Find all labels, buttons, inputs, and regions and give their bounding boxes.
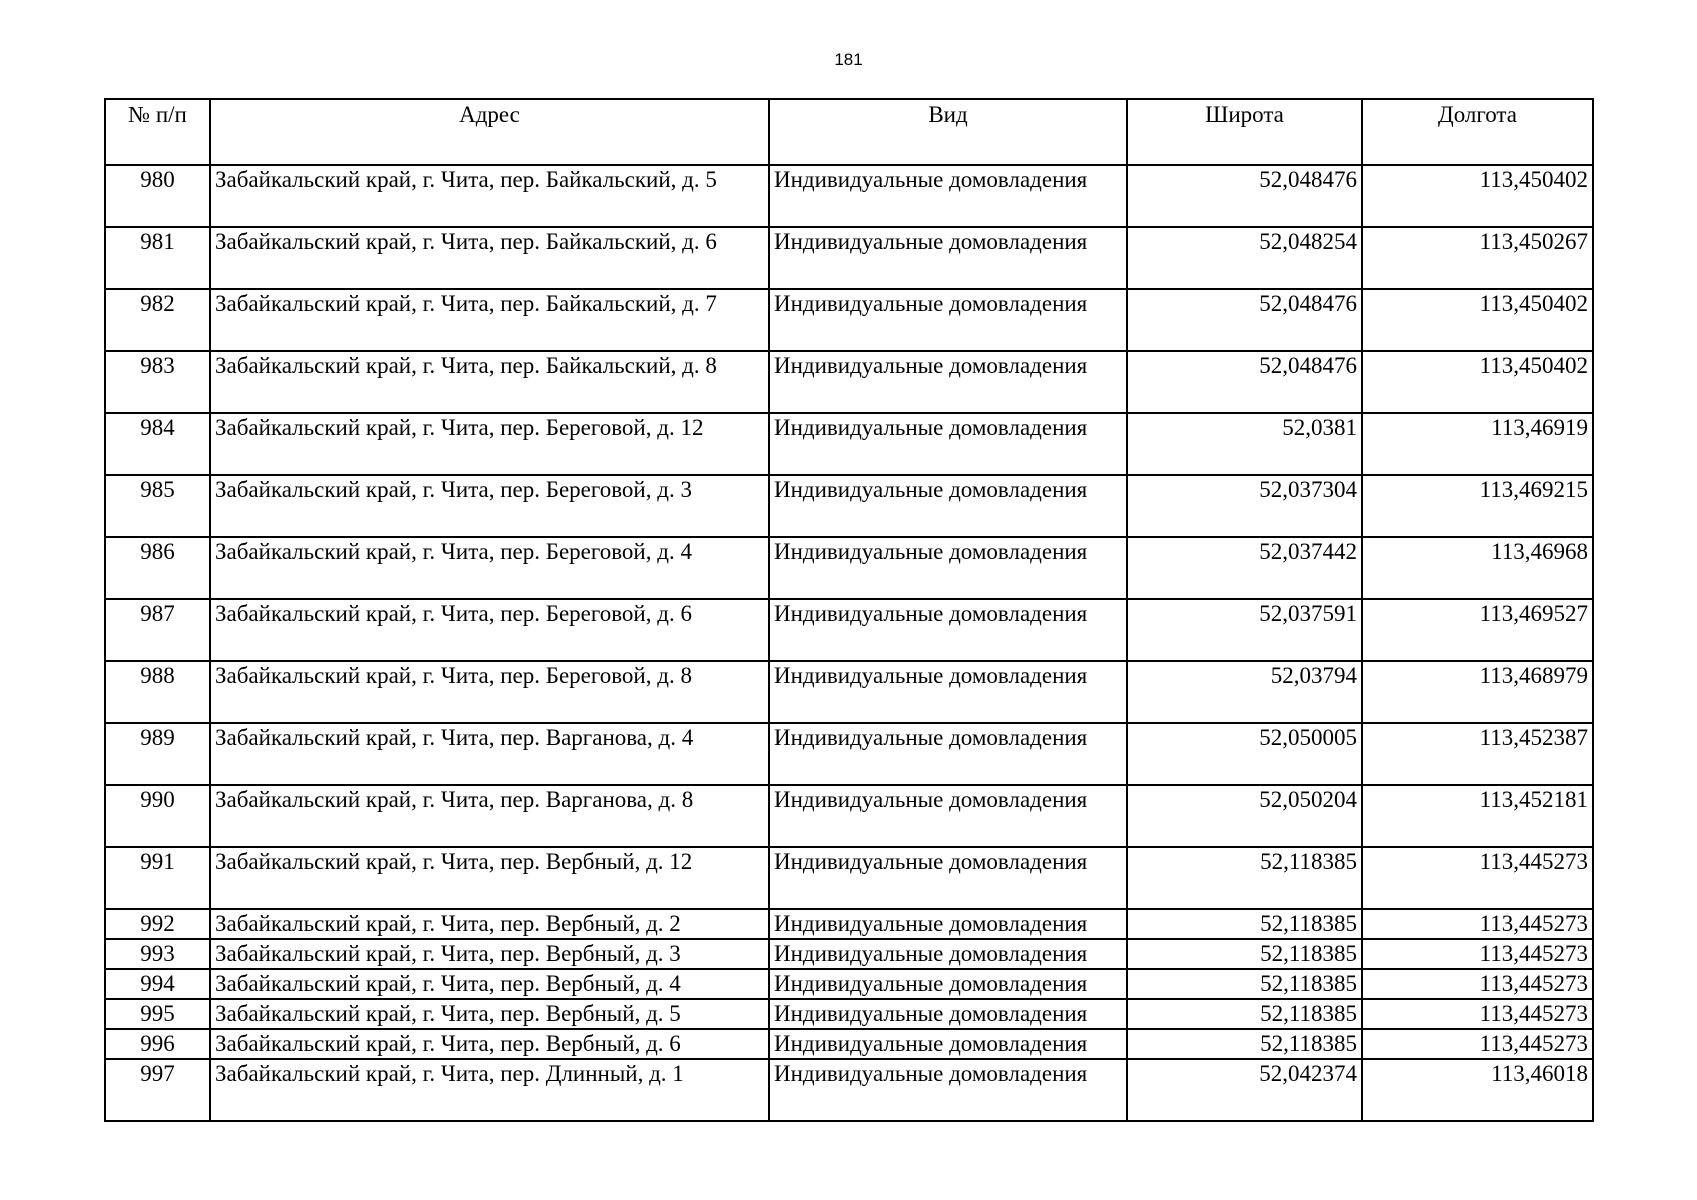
row-longitude: 113,445273 bbox=[1362, 847, 1593, 909]
row-number: 986 bbox=[105, 537, 210, 599]
row-address: Забайкальский край, г. Чита, пер. Байкальский, д. 8 bbox=[210, 351, 769, 413]
page-number: 181 bbox=[834, 50, 863, 69]
row-longitude: 113,468979 bbox=[1362, 661, 1593, 723]
row-latitude: 52,118385 bbox=[1127, 999, 1362, 1029]
row-latitude: 52,050204 bbox=[1127, 785, 1362, 847]
table-row bbox=[105, 969, 1593, 999]
row-address: Забайкальский край, г. Чита, пер. Вербный, д. 4 bbox=[210, 969, 769, 999]
row-number: 981 bbox=[105, 227, 210, 289]
row-latitude: 52,118385 bbox=[1127, 847, 1362, 909]
row-latitude: 52,0381 bbox=[1127, 413, 1362, 475]
row-number: 988 bbox=[105, 661, 210, 723]
row-latitude: 52,048476 bbox=[1127, 289, 1362, 351]
row-kind: Индивидуальные домовладения bbox=[769, 969, 1127, 999]
row-kind: Индивидуальные домовладения bbox=[769, 351, 1127, 413]
row-kind: Индивидуальные домовладения bbox=[769, 475, 1127, 537]
table-row bbox=[105, 939, 1593, 969]
row-longitude: 113,450402 bbox=[1362, 289, 1593, 351]
row-longitude: 113,450267 bbox=[1362, 227, 1593, 289]
row-address: Забайкальский край, г. Чита, пер. Варганова, д. 4 bbox=[210, 723, 769, 785]
row-number: 997 bbox=[105, 1059, 210, 1121]
row-address: Забайкальский край, г. Чита, пер. Вербный, д. 3 bbox=[210, 939, 769, 969]
row-latitude: 52,118385 bbox=[1127, 1029, 1362, 1059]
table-row bbox=[105, 165, 1593, 227]
row-number: 989 bbox=[105, 723, 210, 785]
row-number: 987 bbox=[105, 599, 210, 661]
row-longitude: 113,445273 bbox=[1362, 939, 1593, 969]
table-row bbox=[105, 475, 1593, 537]
table-row bbox=[105, 289, 1593, 351]
row-longitude: 113,452387 bbox=[1362, 723, 1593, 785]
row-number: 993 bbox=[105, 939, 210, 969]
row-latitude: 52,118385 bbox=[1127, 969, 1362, 999]
row-address: Забайкальский край, г. Чита, пер. Байкальский, д. 5 bbox=[210, 165, 769, 227]
table-row bbox=[105, 847, 1593, 909]
row-number: 983 bbox=[105, 351, 210, 413]
row-kind: Индивидуальные домовладения bbox=[769, 1029, 1127, 1059]
table-row bbox=[105, 723, 1593, 785]
row-number: 996 bbox=[105, 1029, 210, 1059]
row-longitude: 113,469527 bbox=[1362, 599, 1593, 661]
table-row bbox=[105, 599, 1593, 661]
table-body bbox=[105, 165, 1593, 1121]
row-kind: Индивидуальные домовладения bbox=[769, 227, 1127, 289]
table-row bbox=[105, 661, 1593, 723]
row-address: Забайкальский край, г. Чита, пер. Байкальский, д. 7 bbox=[210, 289, 769, 351]
row-longitude: 113,46968 bbox=[1362, 537, 1593, 599]
row-address: Забайкальский край, г. Чита, пер. Береговой, д. 4 bbox=[210, 537, 769, 599]
table-row bbox=[105, 785, 1593, 847]
row-kind: Индивидуальные домовладения bbox=[769, 599, 1127, 661]
row-longitude: 113,450402 bbox=[1362, 165, 1593, 227]
row-longitude: 113,445273 bbox=[1362, 909, 1593, 939]
table-header bbox=[105, 99, 1593, 165]
row-kind: Индивидуальные домовладения bbox=[769, 289, 1127, 351]
row-kind: Индивидуальные домовладения bbox=[769, 661, 1127, 723]
row-number: 991 bbox=[105, 847, 210, 909]
row-longitude: 113,445273 bbox=[1362, 999, 1593, 1029]
row-latitude: 52,048254 bbox=[1127, 227, 1362, 289]
row-latitude: 52,037304 bbox=[1127, 475, 1362, 537]
table-row bbox=[105, 999, 1593, 1029]
row-kind: Индивидуальные домовладения bbox=[769, 785, 1127, 847]
row-number: 992 bbox=[105, 909, 210, 939]
table-row bbox=[105, 1059, 1593, 1121]
table-row bbox=[105, 909, 1593, 939]
row-address: Забайкальский край, г. Чита, пер. Береговой, д. 6 bbox=[210, 599, 769, 661]
row-kind: Индивидуальные домовладения bbox=[769, 537, 1127, 599]
row-address: Забайкальский край, г. Чита, пер. Береговой, д. 3 bbox=[210, 475, 769, 537]
row-address: Забайкальский край, г. Чита, пер. Варганова, д. 8 bbox=[210, 785, 769, 847]
row-address: Забайкальский край, г. Чита, пер. Длинный, д. 1 bbox=[210, 1059, 769, 1121]
row-kind: Индивидуальные домовладения bbox=[769, 165, 1127, 227]
row-number: 994 bbox=[105, 969, 210, 999]
header-kind: Вид bbox=[769, 99, 1127, 165]
header-num: № п/п bbox=[105, 99, 210, 165]
row-latitude: 52,048476 bbox=[1127, 165, 1362, 227]
row-longitude: 113,445273 bbox=[1362, 969, 1593, 999]
row-latitude: 52,118385 bbox=[1127, 909, 1362, 939]
row-longitude: 113,452181 bbox=[1362, 785, 1593, 847]
row-number: 984 bbox=[105, 413, 210, 475]
row-kind: Индивидуальные домовладения bbox=[769, 999, 1127, 1029]
row-longitude: 113,450402 bbox=[1362, 351, 1593, 413]
row-address: Забайкальский край, г. Чита, пер. Вербный, д. 6 bbox=[210, 1029, 769, 1059]
row-kind: Индивидуальные домовладения bbox=[769, 1059, 1127, 1121]
row-address: Забайкальский край, г. Чита, пер. Вербный, д. 2 bbox=[210, 909, 769, 939]
row-kind: Индивидуальные домовладения bbox=[769, 723, 1127, 785]
header-latitude: Широта bbox=[1127, 99, 1362, 165]
table-row bbox=[105, 537, 1593, 599]
row-number: 980 bbox=[105, 165, 210, 227]
row-latitude: 52,050005 bbox=[1127, 723, 1362, 785]
row-longitude: 113,46018 bbox=[1362, 1059, 1593, 1121]
row-address: Забайкальский край, г. Чита, пер. Береговой, д. 8 bbox=[210, 661, 769, 723]
row-latitude: 52,118385 bbox=[1127, 939, 1362, 969]
row-kind: Индивидуальные домовладения bbox=[769, 413, 1127, 475]
row-latitude: 52,037442 bbox=[1127, 537, 1362, 599]
row-latitude: 52,037591 bbox=[1127, 599, 1362, 661]
row-latitude: 52,03794 bbox=[1127, 661, 1362, 723]
row-longitude: 113,445273 bbox=[1362, 1029, 1593, 1059]
row-longitude: 113,46919 bbox=[1362, 413, 1593, 475]
row-address: Забайкальский край, г. Чита, пер. Вербный, д. 12 bbox=[210, 847, 769, 909]
row-latitude: 52,042374 bbox=[1127, 1059, 1362, 1121]
row-address: Забайкальский край, г. Чита, пер. Байкальский, д. 6 bbox=[210, 227, 769, 289]
row-number: 995 bbox=[105, 999, 210, 1029]
address-table bbox=[104, 98, 1594, 1122]
table-row bbox=[105, 1029, 1593, 1059]
header-address: Адрес bbox=[210, 99, 769, 165]
row-number: 982 bbox=[105, 289, 210, 351]
row-latitude: 52,048476 bbox=[1127, 351, 1362, 413]
row-kind: Индивидуальные домовладения bbox=[769, 847, 1127, 909]
header-longitude: Долгота bbox=[1362, 99, 1593, 165]
row-address: Забайкальский край, г. Чита, пер. Береговой, д. 12 bbox=[210, 413, 769, 475]
table-row bbox=[105, 227, 1593, 289]
row-number: 985 bbox=[105, 475, 210, 537]
row-kind: Индивидуальные домовладения bbox=[769, 939, 1127, 969]
row-number: 990 bbox=[105, 785, 210, 847]
table-row bbox=[105, 413, 1593, 475]
row-kind: Индивидуальные домовладения bbox=[769, 909, 1127, 939]
row-address: Забайкальский край, г. Чита, пер. Вербный, д. 5 bbox=[210, 999, 769, 1029]
row-longitude: 113,469215 bbox=[1362, 475, 1593, 537]
table-row bbox=[105, 351, 1593, 413]
